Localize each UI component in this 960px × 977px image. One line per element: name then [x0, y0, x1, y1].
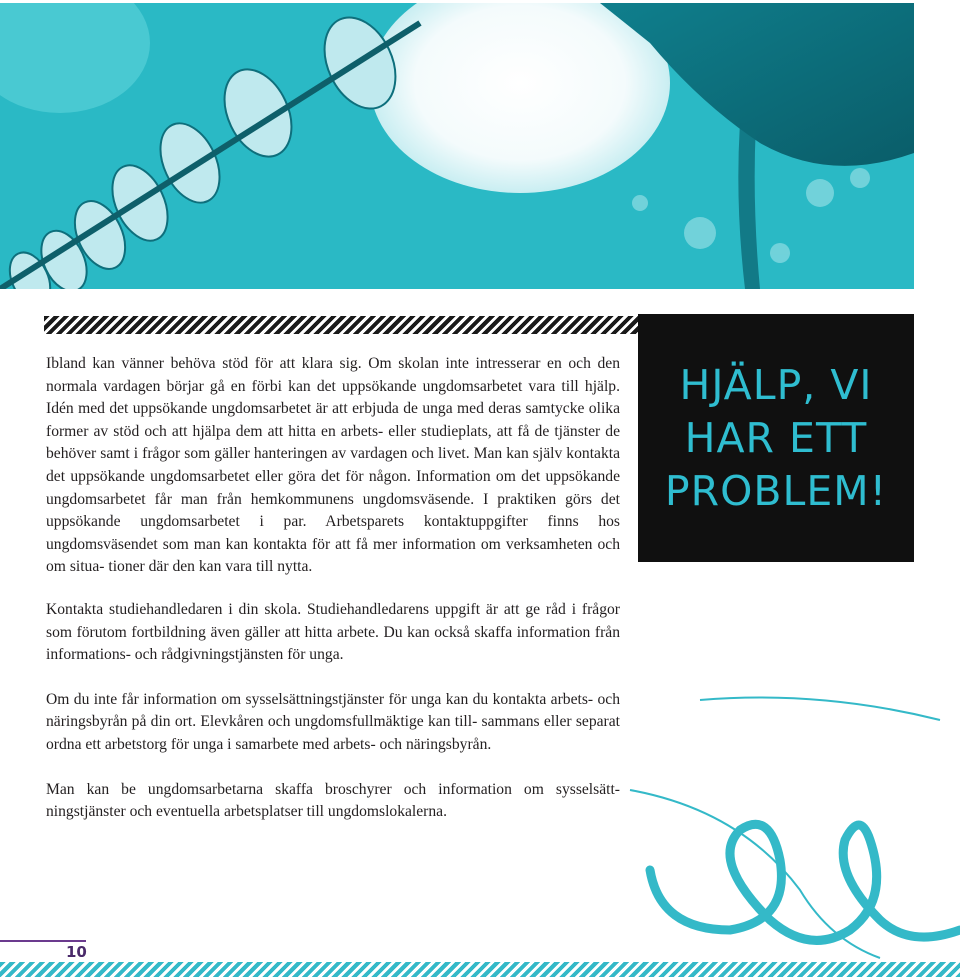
paragraph-outreach: Ibland kan vänner behöva stöd för att klara sig. Om skolan inte intresserar en och den normala vardagen börjar gå en förbi kan det uppsökande ungdomsarbetet vara till hjälp. Idén med det uppsökande ungdomsarbetet är att erbjuda de unga med deras samtycke olika former av stöd och att hjälpa dem att hitta en arbets- eller studieplats, att få de tjänster de behöver samt i frågor som gäller hanteringen av vardagen och livet. Man kan själv kontakta det uppsökande ungdomsarbetet eller göra det för någon. Information om det uppsökande ungdomsarbetet får man från hemkommunens ungdomsväsende. I praktiken görs det uppsökande ungdomsarbetet i par. Arbetsparets kontaktuppgifter finns hos ungdomsväsendet som man kan kontakta för att få mer information om verksamheten och om situa- tioner där den kan vara till nytta.	[46, 355, 620, 576]
body-text	[46, 353, 620, 846]
header-photo	[0, 3, 914, 289]
paragraph-brochures: Man kan be ungdomsarbetarna skaffa broschyrer och information om sysselsätt- ningstjänster och eventuella arbetsplatser till ungdomslokalerna.	[46, 780, 620, 821]
paragraph-study-counselor: Kontakta studiehandledaren i din skola. Studiehandledarens uppgift är att ge råd i frågor som förutom fortbildning även gäller att hitta arbete. Du kan också skaffa information från informations- och rådgivningstjänsten för unga.	[46, 600, 620, 664]
page-number-rule	[0, 940, 86, 942]
paragraph-employment-office: Om du inte får information om sysselsättningstjänster för unga kan du kontakta arbets- och näringsbyrån på din ort. Elevkåren och ungdomsfullmäktige kan till- sammans eller separat ordna ett arbetstorg för unga i samarbete med arbets- och näringsbyrån.	[46, 690, 620, 753]
decorative-swirl	[620, 690, 960, 960]
photo-illustration	[0, 3, 914, 289]
callout-box	[638, 314, 914, 562]
top-stripe-divider	[44, 316, 640, 334]
bottom-stripe-divider	[0, 962, 960, 977]
page-number: 10	[66, 943, 87, 961]
callout-title: HJÄLP, VI HAR ETT PROBLEM!	[664, 360, 888, 515]
